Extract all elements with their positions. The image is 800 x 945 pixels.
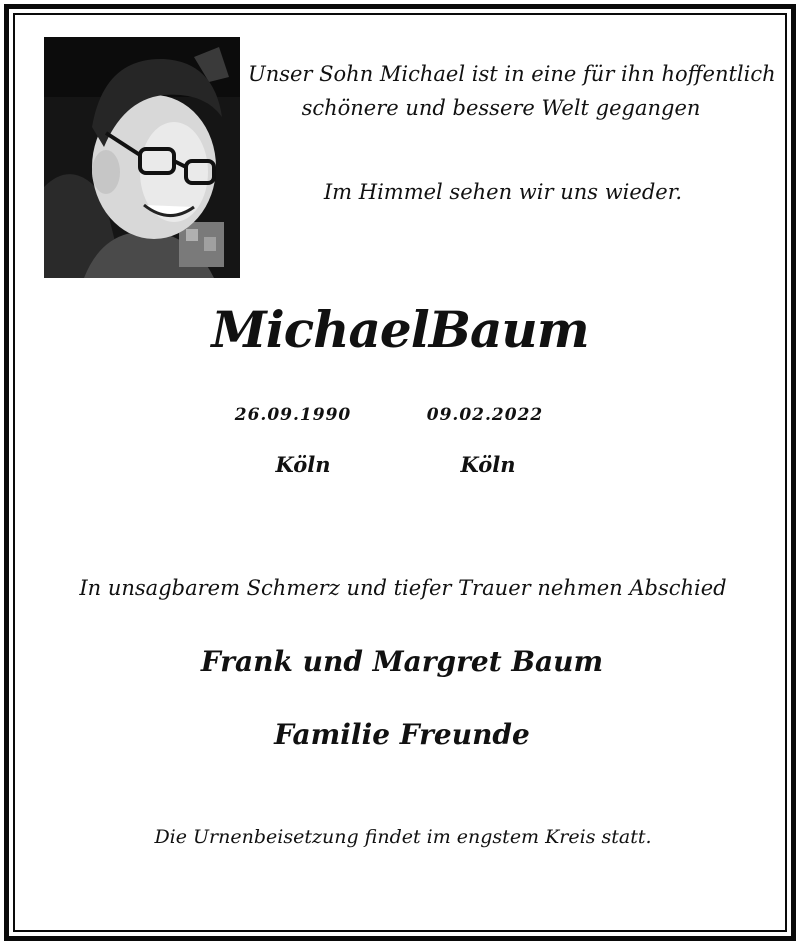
intro-line-1: Unser Sohn Michael ist in eine für ihn hoffentlich — [248, 62, 776, 86]
mourners-parents: Frank und Margret Baum — [200, 645, 604, 678]
mourners-family: Familie Freunde — [274, 718, 530, 751]
death-place: Köln — [460, 452, 516, 477]
intro-line-2: schönere und bessere Welt gegangen — [301, 96, 701, 120]
urn-notice: Die Urnenbeisetzung findet im engstem Kreis statt. — [154, 826, 652, 848]
portrait-photo — [44, 37, 240, 278]
deceased-name: MichaelBaum — [211, 300, 589, 359]
birth-place: Köln — [275, 452, 331, 477]
birth-date: 26.09.1990 — [234, 405, 352, 425]
farewell-line: In unsagbarem Schmerz und tiefer Trauer nehmen Abschied — [79, 576, 727, 600]
death-date: 09.02.2022 — [426, 405, 544, 425]
heaven-line: Im Himmel sehen wir uns wieder. — [323, 180, 683, 204]
